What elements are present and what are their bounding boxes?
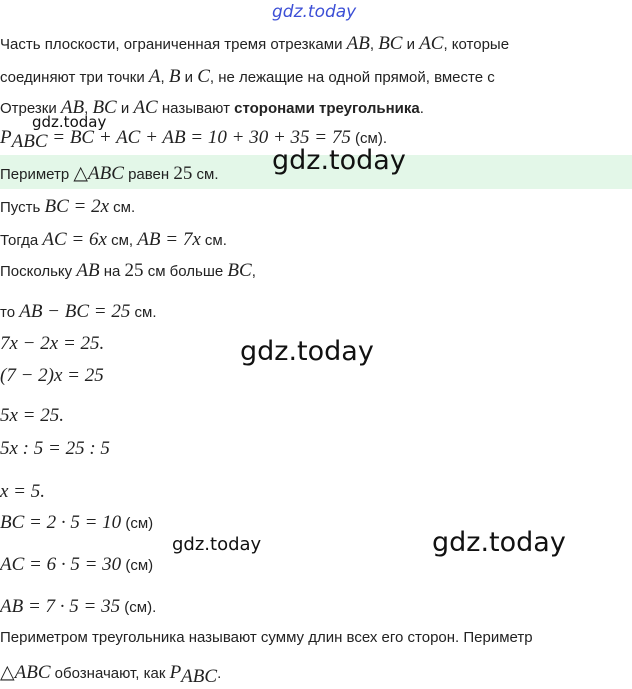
math-p: P	[0, 127, 12, 148]
math-expression: AC = 6 · 5 = 30	[0, 554, 122, 575]
watermark-5: gdz.today	[432, 527, 566, 558]
triangle-symbol: △	[73, 163, 89, 184]
math-bc: BC	[92, 97, 117, 118]
text: на	[99, 263, 125, 280]
equation-1: 7x − 2x = 25.	[0, 333, 105, 354]
then-statement	[0, 229, 227, 251]
math-expression: AB − BC = 25	[19, 301, 131, 322]
math-ab: AB	[76, 260, 100, 281]
perimeter-given	[0, 162, 219, 185]
text: см.	[130, 304, 157, 321]
math-p: P	[169, 662, 182, 683]
text: см.	[192, 166, 219, 183]
text: .	[217, 665, 222, 682]
math-a: A	[148, 66, 161, 87]
equation-5: x = 5.	[0, 481, 46, 502]
triangle-symbol: △	[0, 662, 15, 683]
math-sub: ABC	[11, 131, 48, 152]
equation-bc	[0, 512, 153, 534]
math-bc: BC	[378, 33, 403, 54]
paragraph-definition-line-1	[0, 33, 509, 55]
equation-3: 5x = 25.	[0, 405, 65, 426]
text: Периметр	[0, 166, 74, 183]
text: и	[116, 100, 134, 117]
math-expression: BC = 2x	[44, 196, 110, 217]
watermark-3: gdz.today	[240, 336, 374, 367]
math-sub: ABC	[181, 666, 218, 687]
text: ,	[84, 100, 93, 117]
let-statement	[0, 196, 135, 218]
text: соединяют три точки	[0, 69, 149, 86]
math-b: B	[168, 66, 181, 87]
unit: (см).	[350, 130, 387, 147]
text: называют	[157, 100, 235, 117]
text: см больше	[143, 263, 228, 280]
math-expression: AB = 7 · 5 = 35	[0, 596, 121, 617]
math-expression: = BC + AC + AB = 10 + 30 + 35 = 75	[47, 127, 351, 148]
unit: (см)	[121, 515, 154, 532]
watermark-1: gdz.today	[32, 113, 107, 131]
number: 25	[124, 260, 144, 281]
number: 25	[173, 163, 193, 184]
equation-ac	[0, 554, 153, 576]
bold-term: сторонами треугольника	[234, 100, 420, 117]
unit: (см)	[121, 557, 154, 574]
perimeter-notation	[0, 661, 221, 688]
text: Пусть	[0, 199, 45, 216]
math-ab: AB	[346, 33, 370, 54]
math-ab: AB	[60, 97, 85, 118]
math-bc: BC	[227, 260, 252, 281]
math-expression: AB = 7x	[137, 229, 201, 250]
text: см.	[200, 232, 227, 249]
text: , которые	[443, 36, 510, 53]
math-expression: AC = 6x	[42, 229, 107, 250]
text: ,	[160, 69, 169, 86]
text: и	[180, 69, 198, 86]
math-ac: AC	[419, 33, 444, 54]
watermark-4: gdz.today	[172, 534, 262, 555]
math-expression: BC = 2 · 5 = 10	[0, 512, 122, 533]
difference-statement	[0, 301, 157, 323]
since-statement	[0, 260, 256, 282]
equation-2: (7 − 2)x = 25	[0, 365, 104, 386]
text: Отрезки	[0, 100, 61, 117]
text: Часть плоскости, ограниченная тремя отрезками	[0, 36, 347, 53]
text: .	[419, 100, 424, 117]
math-abc: ABC	[88, 163, 124, 184]
unit: (см).	[120, 599, 157, 616]
text: равен	[123, 166, 174, 183]
math-ac: AC	[133, 97, 158, 118]
text: Поскольку	[0, 263, 77, 280]
watermark-2: gdz.today	[272, 145, 406, 176]
equation-ab	[0, 596, 156, 618]
perimeter-definition: Периметром треугольника называют сумму длин всех его сторон. Периметр	[0, 629, 533, 646]
text: ,	[369, 36, 379, 53]
text: , не лежащие на одной прямой, вместе с	[209, 69, 495, 86]
text: см,	[106, 232, 138, 249]
text: см.	[109, 199, 136, 216]
paragraph-definition-line-2	[0, 66, 495, 88]
text: и	[402, 36, 420, 53]
text: Тогда	[0, 232, 43, 249]
text: то	[0, 304, 20, 321]
math-abc: ABC	[14, 662, 51, 683]
math-c: C	[197, 66, 210, 87]
watermark-top: gdz.today	[272, 2, 357, 22]
equation-4: 5x : 5 = 25 : 5	[0, 438, 110, 459]
text: ,	[251, 263, 256, 280]
text: обозначают, как	[50, 665, 170, 682]
